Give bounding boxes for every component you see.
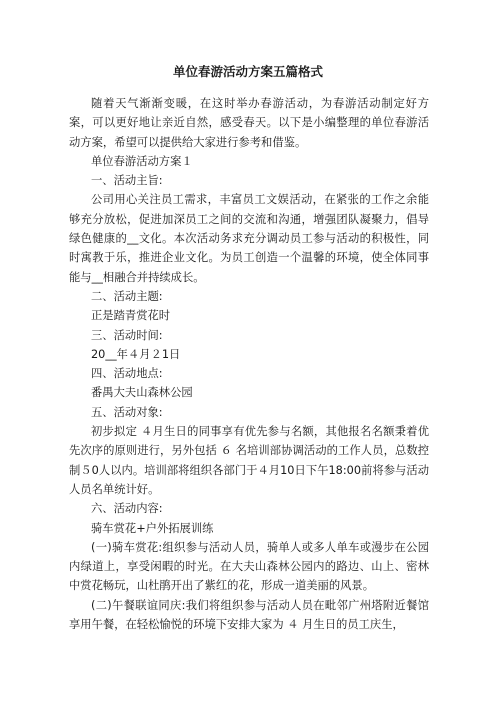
intro-paragraph: 随着天气渐渐变暖，在这时举办春游活动，为春游活动制定好方案，可以更好地让亲近自然，感受春天。以下是小编整理的单位春游活动方案，希望可以提供给大家进行参考和借鉴。 bbox=[69, 97, 429, 149]
section-heading-time: 三、活动时间: bbox=[91, 328, 163, 342]
plan-heading: 单位春游活动方案１ bbox=[91, 154, 193, 168]
time-text: 20__年４月２1日 bbox=[91, 347, 181, 361]
document-title: 单位春游活动方案五篇格式 bbox=[172, 64, 323, 79]
document-body bbox=[69, 94, 429, 634]
section-heading-content: 六、活动内容: bbox=[91, 502, 163, 516]
section-heading-purpose: 一、活动主旨: bbox=[91, 174, 163, 188]
lunch-paragraph: (二)午餐联谊同庆:我们将组织参与活动人员在毗邻广州塔附近餐馆享用午餐，在轻松愉悦的环境下安排大家为 ４ 月生日的员工庆生， bbox=[69, 598, 429, 632]
participants-paragraph: 初步拟定 ４月生日的同事享有优先参与名额，其他报名名额秉着优先次序的原则进行，另外包括 ６ 名培训部协调活动的工作人员，总数控制５0人以内。培训部将组织各部门于４月10日下午18:00前将参与活动人员名单统计好。 bbox=[69, 425, 429, 496]
section-heading-participants: 五、活动对象: bbox=[91, 405, 163, 419]
purpose-paragraph: 公司用心关注员工需求，丰富员工文娱活动，在紧张的工作之余能够充分放松，促进加深员工之间的交流和沟通，增强团队凝聚力，倡导绿色健康的__文化。本次活动务求充分调动员工参与活动的积极性，同时寓教于乐，推进企业文化。为员工创造一个温馨的环境，使全体同事能与__相融合并持续成长。 bbox=[69, 193, 429, 284]
content-summary: 骑车赏花+户外拓展训练 bbox=[91, 521, 214, 535]
theme-text: 正是踏青赏花时 bbox=[91, 309, 171, 323]
section-heading-theme: 二、活动主题: bbox=[91, 289, 163, 303]
location-text: 番禺大夫山森林公园 bbox=[91, 386, 193, 400]
cycling-paragraph: (一)骑车赏花:组织参与活动人员，骑单人或多人单车或漫步在公园内绿道上，享受闲暇的时光。在大夫山森林公园内的路边、山上、密林中赏花畅玩，山杜鹃开出了紫红的花，形成一道美丽的风景。 bbox=[69, 540, 429, 593]
section-heading-location: 四、活动地点: bbox=[91, 367, 163, 381]
